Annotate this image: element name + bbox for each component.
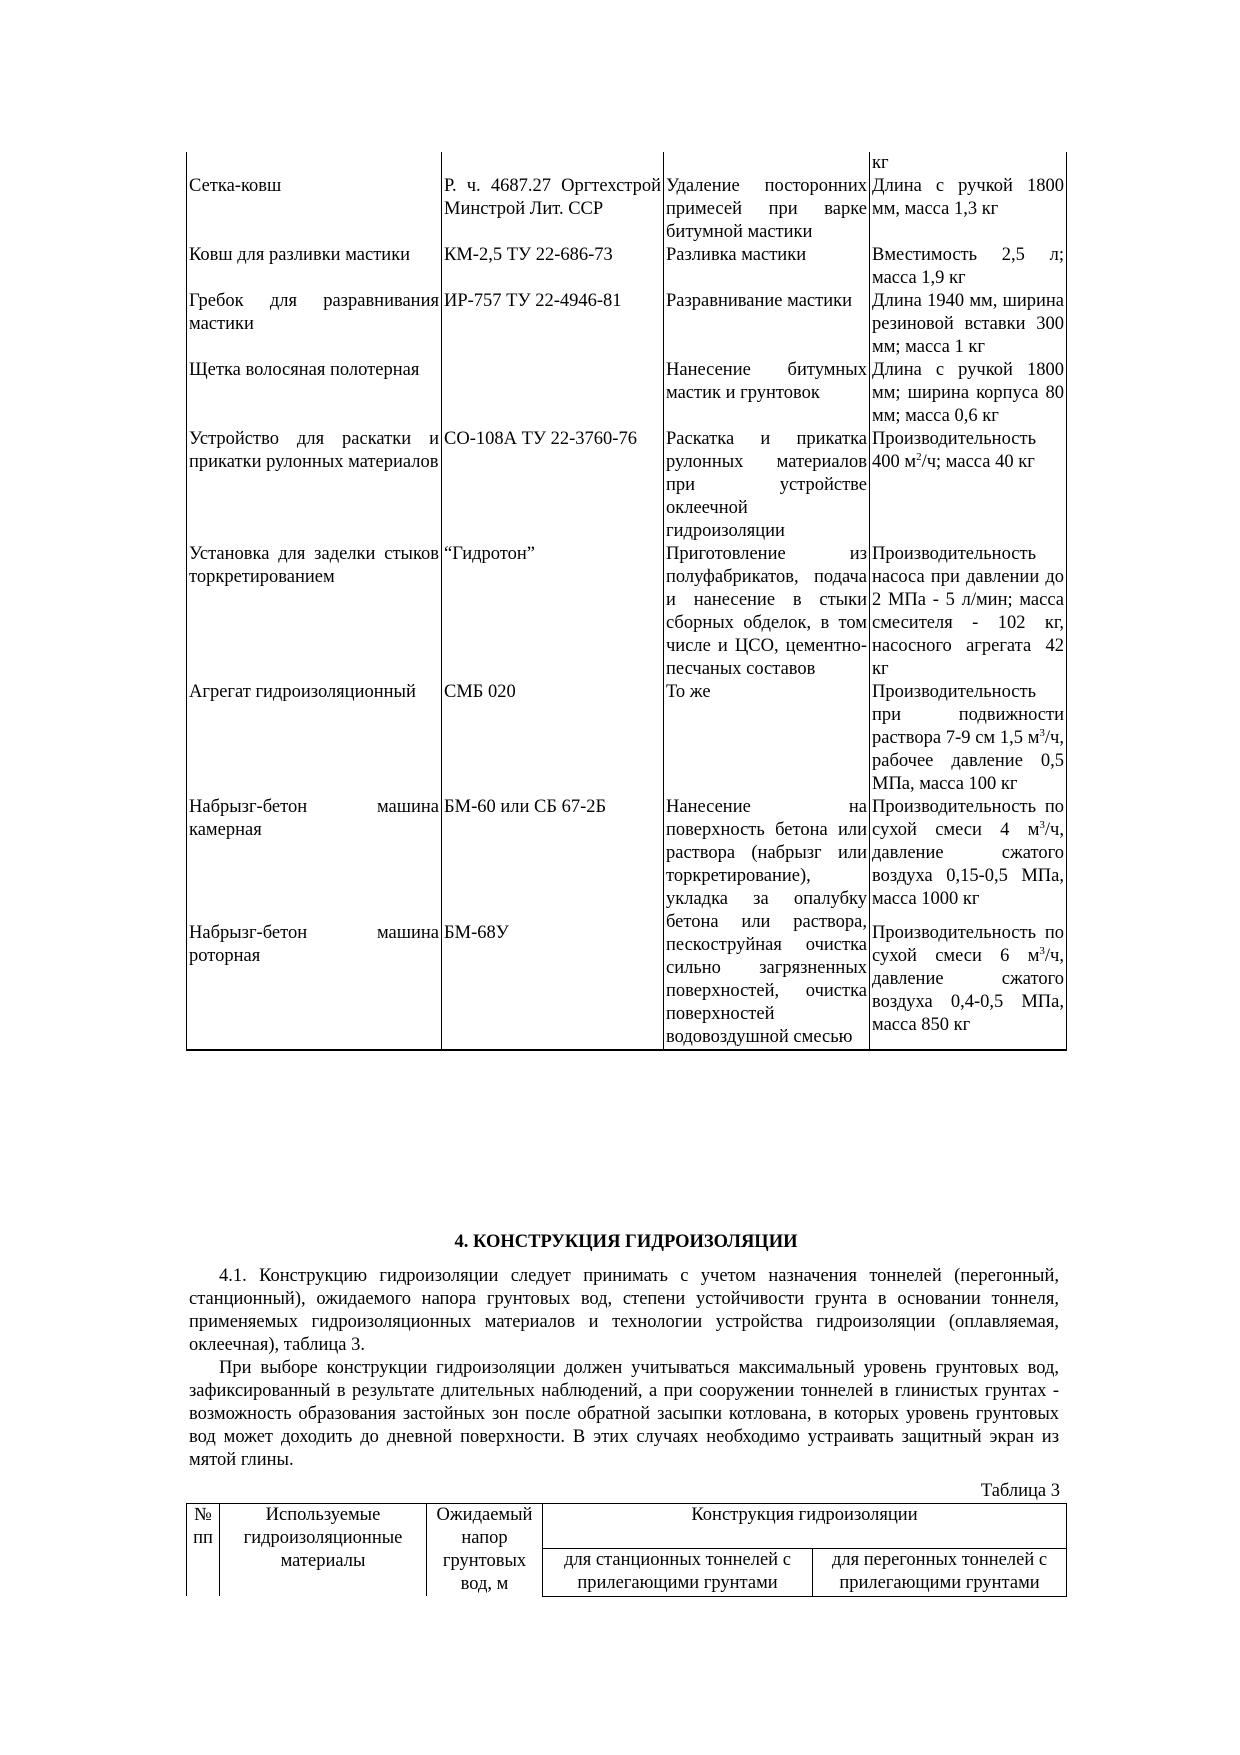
cell-purpose: Разливка мастики xyxy=(664,244,870,290)
cell-spec: Производительность по сухой смеси 4 $м^3/ч$, давление сжатого воздуха 0,15-0,5 МПа, масса 1000 кг xyxy=(870,796,1067,922)
table-row xyxy=(187,796,1067,922)
equipment-table xyxy=(186,152,1067,1051)
table-row xyxy=(187,681,1067,796)
cell-spec: Производительность 400 $м^2/ч$; масса 40 кг xyxy=(870,428,1067,543)
cell-name: Сетка-ковш xyxy=(187,175,442,244)
cell-code: КМ-2,5 ТУ 22-686-73 xyxy=(442,244,664,290)
cell-name: Набрызг-бетон машина камерная xyxy=(187,796,442,922)
header-haul-tunnels: для перегонных тоннелей с прилегающими грунтами xyxy=(813,1549,1067,1597)
header-construction: Конструкция гидроизоляции xyxy=(543,1504,1067,1549)
table-row xyxy=(187,359,1067,428)
table-row xyxy=(187,244,1067,290)
cell-code: БМ-60 или СБ 67-2Б xyxy=(442,796,664,922)
header-water-head: Ожидаемый напор грунтовых вод, м xyxy=(427,1504,543,1597)
cell-purpose: Нанесение на поверхность бетона или раствора (набрызг или торкретирование), укладка за опалубку бетона или раствора, пескоструйная очистка сильно загрязненных поверхностей, очистка поверхностей водовоздушной смесью xyxy=(664,796,870,1050)
cell-name: Набрызг-бетон машина роторная xyxy=(187,922,442,1050)
cell-name: Гребок для разравнивания мастики xyxy=(187,290,442,359)
cell-purpose: Раскатка и прикатка рулонных материалов при устройстве оклеечной гидроизоляции xyxy=(664,428,870,543)
cell-purpose: Удаление посторонних примесей при варке битумной мастики xyxy=(664,175,870,244)
body-text xyxy=(189,1265,1059,1472)
section-heading: 4. КОНСТРУКЦИЯ ГИДРОИЗОЛЯЦИИ xyxy=(454,1232,798,1252)
cell-name xyxy=(187,152,442,175)
cell-name: Ковш для разливки мастики xyxy=(187,244,442,290)
cell-spec: кг xyxy=(870,152,1067,175)
cell-spec: Производительность по сухой смеси 6 $м^3/ч$, давление сжатого воздуха 0,4-0,5 МПа, масса 850 кг xyxy=(870,922,1067,1050)
cell-code: СО-108А ТУ 22-3760-76 xyxy=(442,428,664,543)
table-row xyxy=(187,290,1067,359)
cell-spec: Длина с ручкой 1800 мм, масса 1,3 кг xyxy=(870,175,1067,244)
cell-code: “Гидротон” xyxy=(442,543,664,681)
cell-name: Установка для заделки стыков торкретированием xyxy=(187,543,442,681)
cell-code: ИР-757 ТУ 22-4946-81 xyxy=(442,290,664,359)
cell-purpose: То же xyxy=(664,681,870,796)
cell-purpose: Приготовление из полуфабрикатов, подача и нанесение в стыки сборных обделок, в том числе и ЦСО, цементно-песчаных составов xyxy=(664,543,870,681)
cell-code xyxy=(442,359,664,428)
cell-name: Агрегат гидроизоляционный xyxy=(187,681,442,796)
cell-spec: Производительность насоса при давлении до 2 МПа - 5 л/мин; масса смесителя - 102 кг, насосного агрегата 42 кг xyxy=(870,543,1067,681)
table-row xyxy=(187,922,1067,1050)
cell-purpose: Нанесение битумных мастик и грунтовок xyxy=(664,359,870,428)
table-caption: Таблица 3 xyxy=(980,1481,1060,1501)
paragraph: 4.1. Конструкцию гидроизоляции следует принимать с учетом назначения тоннелей (перегонный, станционный), ожидаемого напора грунтовых вод, степени устойчивости грунта в основании тоннеля, применяемых гидроизоляционных материалов и технологии устройства гидроизоляции (оплавляемая, оклеечная), таблица 3. xyxy=(189,1266,1059,1355)
cell-code: Р. ч. 4687.27 Оргтехстрой Минстрой Лит. ССР xyxy=(442,175,664,244)
cell-code xyxy=(442,152,664,175)
cell-spec: Длина с ручкой 1800 мм; ширина корпуса 80 мм; масса 0,6 кг xyxy=(870,359,1067,428)
header-number: № пп xyxy=(187,1504,220,1597)
table-row xyxy=(187,428,1067,543)
cell-purpose xyxy=(664,152,870,175)
paragraph: При выборе конструкции гидроизоляции должен учитываться максимальный уровень грунтовых вод, зафиксированный в результате длительных наблюдений, а при сооружении тоннелей в глинистых грунтах - возможность образования застойных зон после обратной засыпки котлована, в которых уровень грунтовых вод может доходить до дневной поверхности. В этих случаях необходимо устраивать защитный экран из мятой глины. xyxy=(189,1358,1059,1470)
table-row xyxy=(187,152,1067,175)
header-station-tunnels: для станционных тоннелей с прилегающими грунтами xyxy=(543,1549,813,1597)
cell-spec: Вместимость 2,5 л; масса 1,9 кг xyxy=(870,244,1067,290)
cell-code: БМ-68У xyxy=(442,922,664,1050)
cell-spec: Производительность при подвижности раствора 7-9 см 1,5 $м^3/ч$, рабочее давление 0,5 МПа, масса 100 кг xyxy=(870,681,1067,796)
table-row xyxy=(187,175,1067,244)
cell-name: Щетка волосяная полотерная xyxy=(187,359,442,428)
cell-code: СМБ 020 xyxy=(442,681,664,796)
cell-purpose: Разравнивание мастики xyxy=(664,290,870,359)
construction-table xyxy=(186,1503,1067,1597)
table-row xyxy=(187,543,1067,681)
cell-name: Устройство для раскатки и прикатки рулонных материалов xyxy=(187,428,442,543)
header-materials: Используемые гидроизоляционные материалы xyxy=(220,1504,427,1597)
cell-spec: Длина 1940 мм, ширина резиновой вставки 300 мм; масса 1 кг xyxy=(870,290,1067,359)
